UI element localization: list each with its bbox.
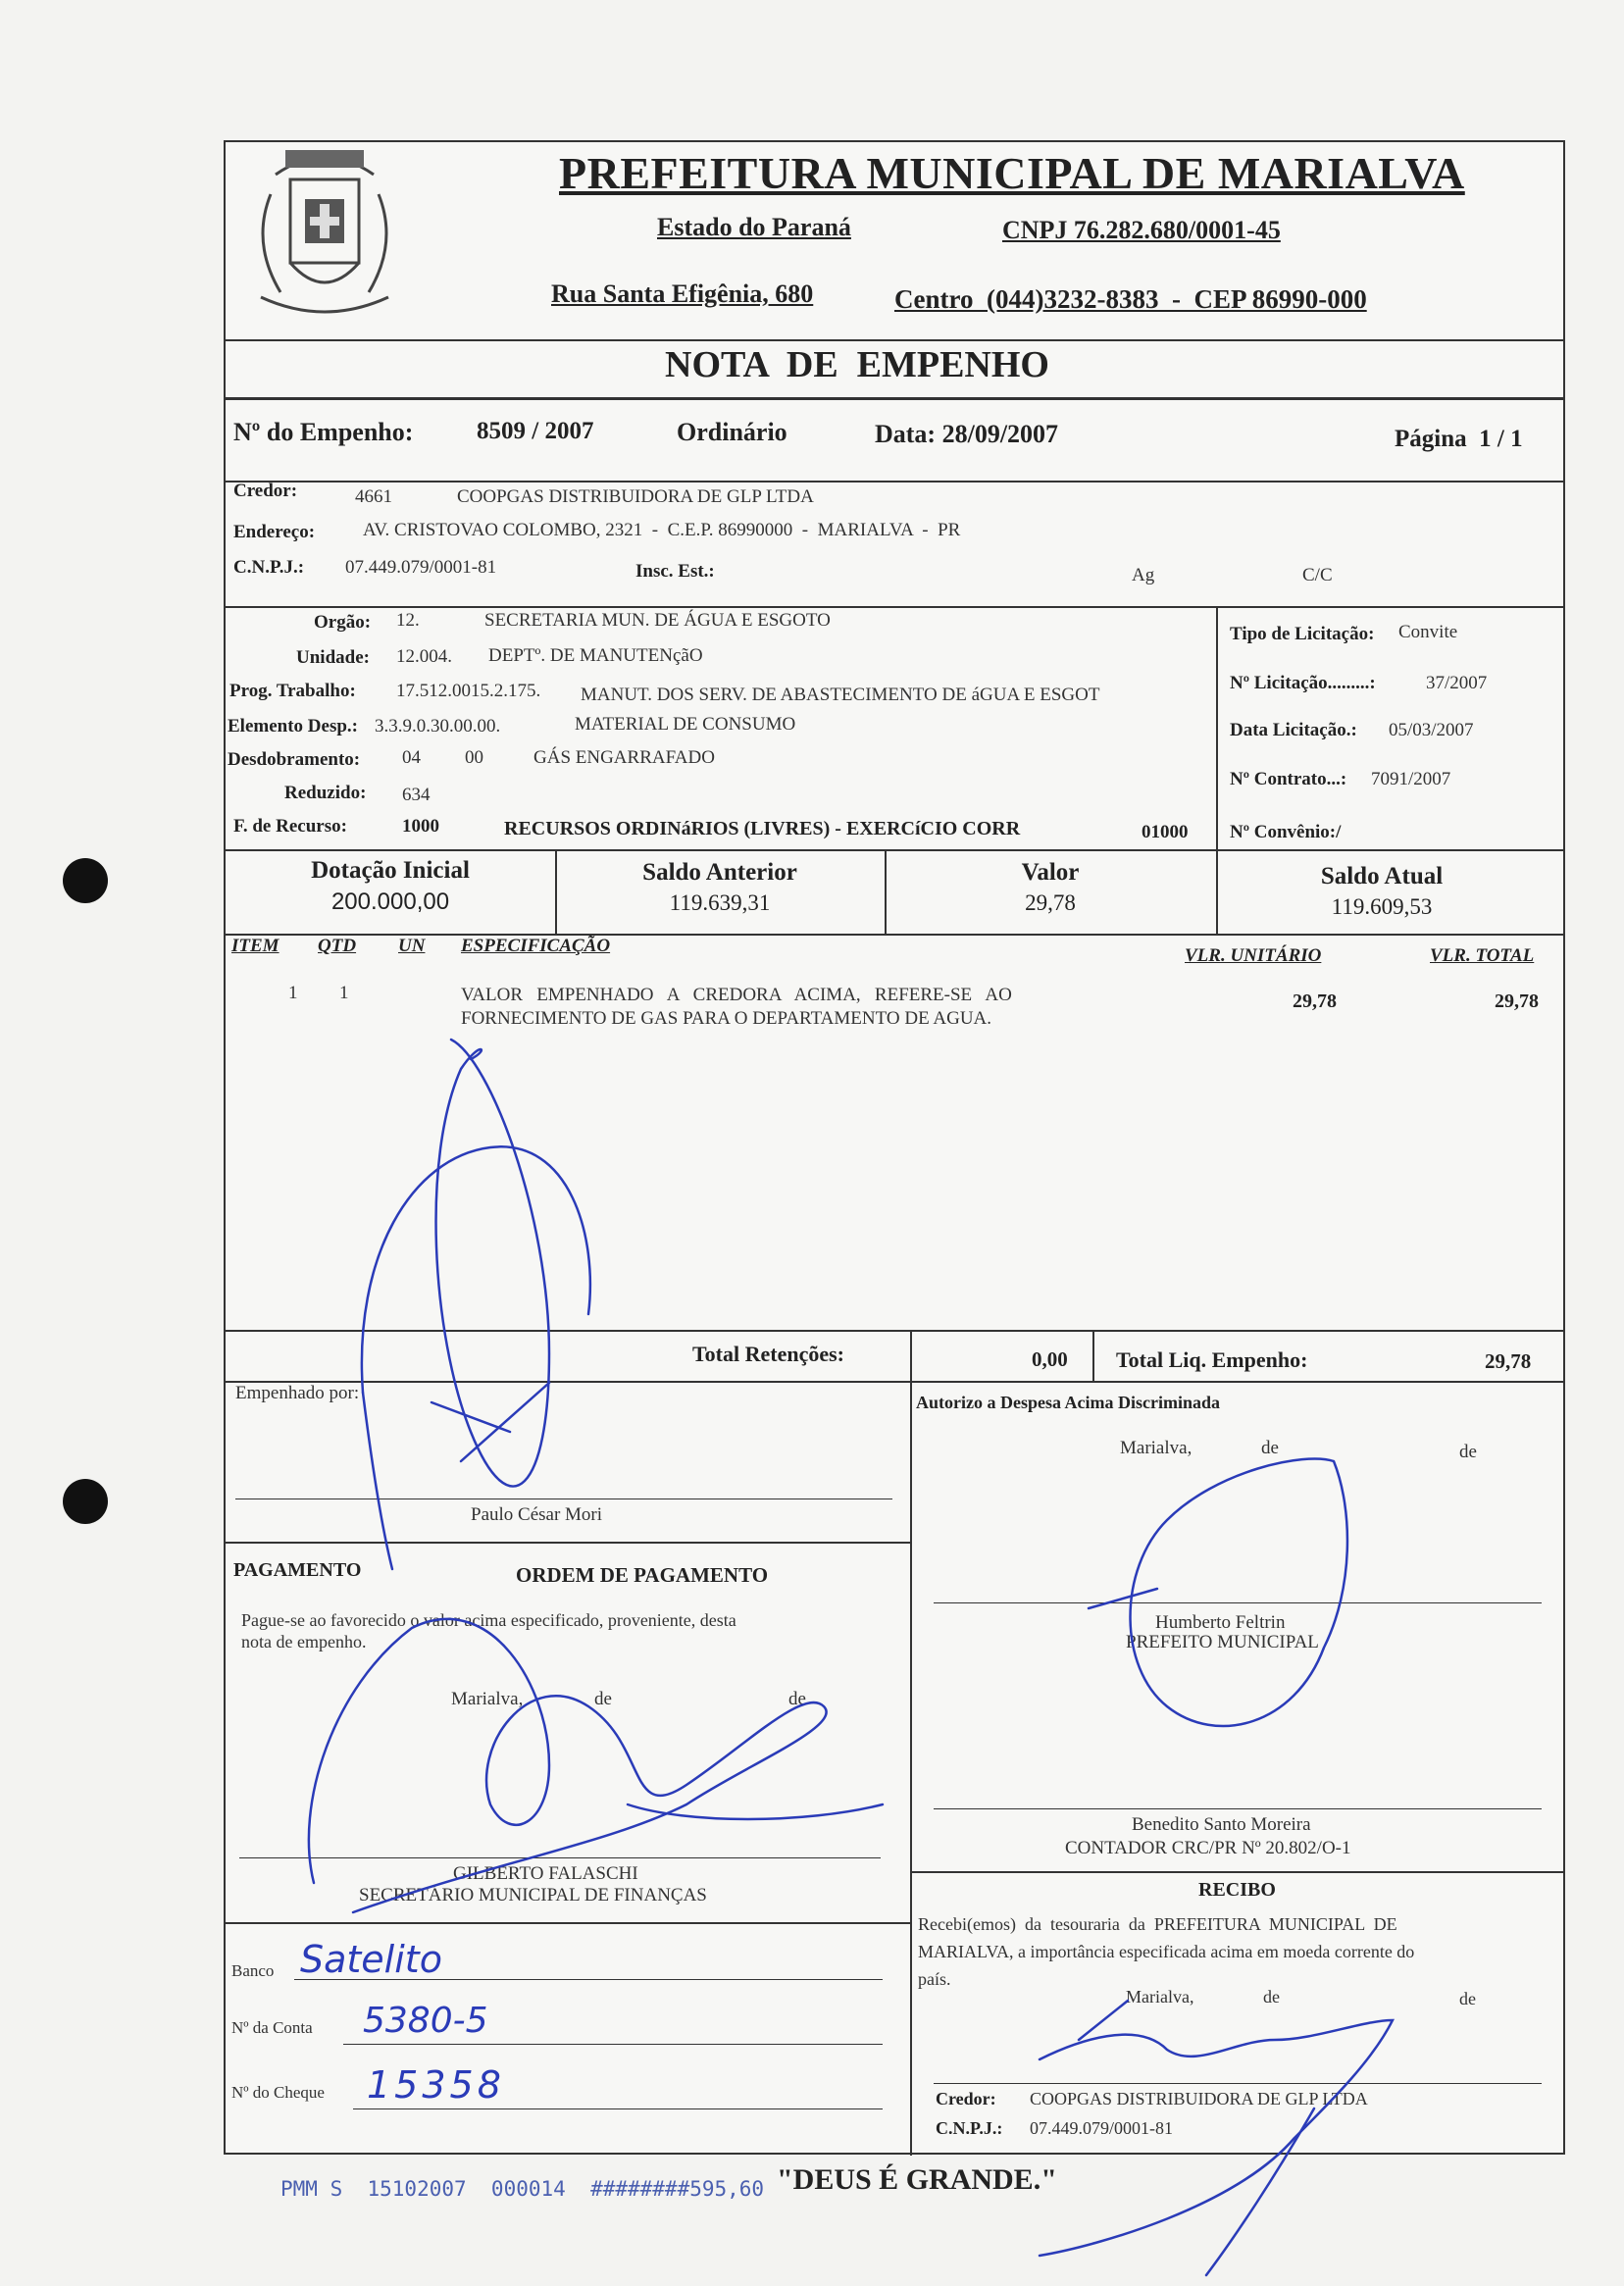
desdobramento-name: GÁS ENGARRAFADO: [533, 747, 715, 768]
total-retencoes-value: 0,00: [1032, 1347, 1068, 1371]
secretario-name: GILBERTO FALASCHI: [453, 1863, 638, 1884]
total-liquido-label: Total Liq. Empenho:: [1116, 1347, 1308, 1372]
contador-role: CONTADOR CRC/PR Nº 20.802/O-1: [1065, 1838, 1351, 1858]
empenhado-por-label: Empenhado por:: [235, 1383, 360, 1403]
item-total: 29,78: [1495, 991, 1539, 1012]
pagamento-text-line1: Pague-se ao favorecido o valor acima especificado, proveniente, desta: [241, 1610, 736, 1630]
pagamento-local: Marialva,: [451, 1689, 524, 1709]
punch-hole-bottom: [63, 1479, 108, 1524]
pagamento-label: PAGAMENTO: [233, 1559, 362, 1581]
valor-value: 29,78: [1025, 890, 1076, 915]
tipo-licitacao: Convite: [1398, 622, 1458, 642]
saldo-anterior-label: Saldo Anterior: [642, 859, 797, 886]
licitacao-date: 05/03/2007: [1389, 720, 1474, 740]
banco-label: Banco: [231, 1961, 275, 1980]
item-qty: 1: [339, 983, 349, 1003]
col-especificacao: ESPECIFICAÇÃO: [461, 936, 611, 956]
orgao-label: Orgão:: [314, 612, 372, 633]
convenio-label: Nº Convênio:/: [1230, 822, 1342, 842]
recibo-de2: de: [1459, 1989, 1476, 2008]
credor-label: Credor:: [233, 481, 298, 501]
coat-of-arms-icon: [231, 135, 418, 331]
item-spec-line1: VALOR EMPENHADO A CREDORA ACIMA, REFERE-SE AO: [461, 985, 1012, 1005]
state-label: Estado do Paraná: [657, 213, 851, 241]
recibo-text-line1: Recebi(emos) da tesouraria da PREFEITURA MUNICIPAL DE: [918, 1914, 1397, 1934]
empenhado-por-name: Paulo César Mori: [471, 1504, 603, 1525]
cheque-label: Nº do Cheque: [231, 2083, 325, 2102]
col-vlr-unitario: VLR. UNITÁRIO: [1185, 945, 1322, 966]
desdobramento-code1: 04: [402, 747, 421, 768]
credor-address: AV. CRISTOVAO COLOMBO, 2321 - C.E.P. 86990000 - MARIALVA - PR: [363, 520, 961, 540]
orgao-code: 12.: [396, 610, 420, 631]
footer-motto: "DEUS É GRANDE.": [777, 2163, 1057, 2196]
desdobramento-label: Desdobramento:: [228, 749, 361, 770]
cnpj-label: CNPJ 76.282.680/0001-45: [1002, 216, 1281, 244]
contador-name: Benedito Santo Moreira: [1132, 1814, 1311, 1835]
cheque-handwritten: 15358: [367, 2063, 505, 2107]
cc-label: C/C: [1302, 565, 1333, 585]
ordem-pagamento-label: ORDEM DE PAGAMENTO: [516, 1563, 769, 1587]
item-unit-price: 29,78: [1293, 991, 1337, 1012]
prefeito-role: PREFEITO MUNICIPAL: [1126, 1632, 1319, 1652]
recibo-local: Marialva,: [1126, 1987, 1194, 2007]
licitacao-number: 37/2007: [1426, 673, 1488, 693]
autorizo-de1: de: [1261, 1438, 1279, 1458]
licitacao-number-label: Nº Licitação.........:: [1230, 673, 1376, 693]
pagamento-de2: de: [788, 1689, 806, 1709]
secretario-role: SECRETÁRIO MUNICIPAL DE FINANÇAS: [359, 1885, 707, 1905]
recibo-cnpj-label: C.N.P.J.:: [936, 2118, 1003, 2138]
conta-handwritten: 5380-5: [363, 2001, 488, 2041]
footer-code: PMM S 15102007 000014 ########595,60: [280, 2177, 765, 2201]
recibo-label: RECIBO: [1198, 1879, 1276, 1901]
prog-trabalho-label: Prog. Trabalho:: [229, 681, 356, 701]
autorizo-local: Marialva,: [1120, 1438, 1193, 1458]
punch-hole-top: [63, 858, 108, 903]
banco-handwritten: Satelito: [300, 1938, 442, 1981]
recibo-cnpj: 07.449.079/0001-81: [1030, 2118, 1173, 2138]
fonte-recurso-code2: 01000: [1142, 822, 1189, 842]
valor-label: Valor: [1021, 859, 1080, 886]
address-label: Rua Santa Efigênia, 680: [551, 279, 814, 308]
unidade-label: Unidade:: [296, 647, 370, 668]
prefeito-name: Humberto Feltrin: [1155, 1612, 1286, 1633]
credor-cnpj-label: C.N.P.J.:: [233, 557, 305, 578]
elemento-name: MATERIAL DE CONSUMO: [575, 714, 796, 735]
empenho-number: 8509 / 2007: [477, 418, 594, 444]
saldo-anterior-value: 119.639,31: [669, 890, 771, 915]
document-title: NOTA DE EMPENHO: [665, 344, 1049, 385]
unidade-code: 12.004.: [396, 646, 452, 667]
dotacao-label: Dotação Inicial: [311, 857, 470, 884]
prog-trabalho-name: MANUT. DOS SERV. DE ABASTECIMENTO DE áGUA E ESGOT: [581, 685, 1100, 705]
address-rest-label: Centro (044)3232-8383 - CEP 86990-000: [894, 284, 1367, 314]
total-liquido-value: 29,78: [1485, 1349, 1532, 1373]
col-vlr-total: VLR. TOTAL: [1430, 945, 1535, 966]
licitacao-date-label: Data Licitação.:: [1230, 720, 1357, 740]
empenho-number-label: Nº do Empenho:: [233, 418, 414, 446]
unidade-name: DEPTº. DE MANUTENçãO: [488, 645, 703, 666]
insc-est-label: Insc. Est.:: [635, 561, 715, 582]
contrato-number: 7091/2007: [1371, 769, 1451, 789]
recibo-credor-name: COOPGAS DISTRIBUIDORA DE GLP LTDA: [1030, 2089, 1368, 2108]
col-un: UN: [398, 936, 426, 956]
credor-name: COOPGAS DISTRIBUIDORA DE GLP LTDA: [457, 486, 814, 507]
autorizo-label: Autorizo a Despesa Acima Discriminada: [916, 1393, 1220, 1412]
prog-trabalho-code: 17.512.0015.2.175.: [396, 681, 541, 701]
dotacao-value: 200.000,00: [330, 889, 450, 915]
reduzido-label: Reduzido:: [284, 783, 367, 803]
pagamento-de1: de: [594, 1689, 612, 1709]
page-title: PREFEITURA MUNICIPAL DE MARIALVA: [559, 148, 1465, 198]
recibo-de1: de: [1263, 1987, 1280, 2007]
recibo-text-line2: MARIALVA, a importância especificada acima em moeda corrente do: [918, 1942, 1415, 1961]
reduzido-value: 634: [402, 785, 431, 805]
page-number: Página 1 / 1: [1395, 426, 1523, 452]
fonte-recurso-code: 1000: [402, 816, 439, 837]
tipo-licitacao-label: Tipo de Licitação:: [1230, 624, 1375, 644]
item-number: 1: [288, 983, 298, 1003]
conta-label: Nº da Conta: [231, 2018, 313, 2037]
elemento-label: Elemento Desp.:: [228, 716, 358, 737]
empenho-date: Data: 28/09/2007: [875, 420, 1059, 448]
col-item: ITEM: [231, 936, 279, 956]
col-qtd: QTD: [318, 936, 357, 956]
credor-cnpj: 07.449.079/0001-81: [345, 557, 497, 578]
orgao-name: SECRETARIA MUN. DE ÁGUA E ESGOTO: [484, 610, 831, 631]
empenho-type: Ordinário: [677, 418, 787, 446]
recibo-credor-label: Credor:: [936, 2089, 996, 2108]
desdobramento-code2: 00: [465, 747, 483, 768]
fonte-recurso-name: RECURSOS ORDINáRIOS (LIVRES) - EXERCíCIO CORR: [504, 818, 1021, 839]
elemento-code: 3.3.9.0.30.00.00.: [375, 716, 501, 737]
recibo-text-line3: país.: [918, 1969, 951, 1989]
credor-code: 4661: [355, 486, 392, 507]
item-spec-line2: FORNECIMENTO DE GAS PARA O DEPARTAMENTO DE AGUA.: [461, 1008, 992, 1029]
contrato-label: Nº Contrato...:: [1230, 769, 1347, 789]
saldo-atual-label: Saldo Atual: [1320, 863, 1444, 889]
fonte-recurso-label: F. de Recurso:: [233, 816, 347, 837]
ag-label: Ag: [1132, 565, 1155, 585]
autorizo-de2: de: [1459, 1442, 1477, 1462]
pagamento-text-line2: nota de empenho.: [241, 1632, 367, 1651]
total-retencoes-label: Total Retenções:: [692, 1342, 844, 1366]
endereco-label: Endereço:: [233, 522, 316, 542]
saldo-atual-value: 119.609,53: [1331, 894, 1433, 919]
